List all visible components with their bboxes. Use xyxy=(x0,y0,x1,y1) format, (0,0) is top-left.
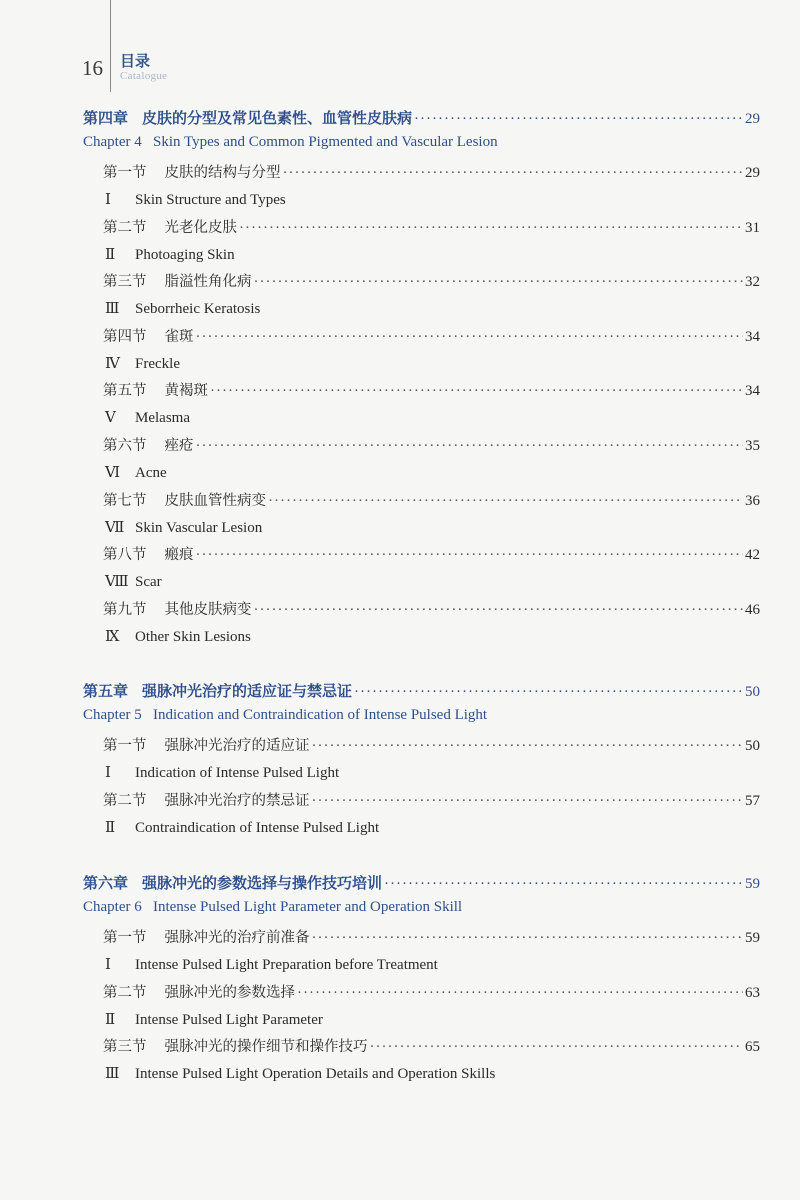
leader-dots xyxy=(370,1035,744,1059)
chapter-title xyxy=(83,871,382,895)
section-row xyxy=(83,789,760,813)
leader-dots xyxy=(283,161,744,185)
section-title-cn: 其他皮肤病变 xyxy=(164,601,252,618)
section-label: 第六节 xyxy=(103,438,147,454)
section-label: 第九节 xyxy=(103,601,147,618)
leader-dots xyxy=(354,680,743,704)
section-title-cn: 光老化皮肤 xyxy=(164,219,237,236)
header-divider xyxy=(110,0,111,92)
leader-dots xyxy=(414,107,743,131)
section-title-cn: 痤疮 xyxy=(164,438,194,454)
section-row xyxy=(83,981,760,1005)
chapter-label: 第四章 xyxy=(83,109,129,127)
section-number: Ⅸ xyxy=(105,628,120,645)
section-page: 57 xyxy=(745,792,760,809)
leader-dots xyxy=(210,379,743,403)
section-title-en-text: Indication of Intense Pulsed Light xyxy=(135,765,340,781)
section-title xyxy=(103,489,266,513)
section-title-en-text: Melasma xyxy=(135,410,190,427)
section-number: Ⅲ xyxy=(105,1066,120,1083)
section-title xyxy=(103,379,208,403)
section-page: 50 xyxy=(745,738,760,754)
section-title-en xyxy=(105,572,162,591)
section-row xyxy=(83,379,760,403)
section-title xyxy=(103,981,295,1005)
section-number: Ⅰ xyxy=(105,957,111,973)
section-title xyxy=(103,543,194,567)
section-title xyxy=(103,270,252,294)
section-title-cn: 瘢痕 xyxy=(164,547,194,564)
section-label: 第三节 xyxy=(103,1039,147,1056)
section-title-en xyxy=(105,245,235,264)
section-row xyxy=(83,216,760,240)
section-title-en-text: Acne xyxy=(135,465,167,481)
section-label: 第二节 xyxy=(103,792,147,809)
leader-dots xyxy=(297,981,743,1005)
chapter-page: 50 xyxy=(745,684,760,700)
section-page: 36 xyxy=(745,492,760,509)
leader-dots xyxy=(312,734,744,758)
chapter-title-cn: 强脉冲光的参数选择与操作技巧培训 xyxy=(142,874,383,892)
section-title-en xyxy=(105,354,180,373)
chapter-title-cn: 强脉冲光治疗的适应证与禁忌证 xyxy=(142,682,353,700)
leader-dots xyxy=(239,216,743,240)
chapter-page: 29 xyxy=(745,111,760,127)
section-title-en xyxy=(105,1064,495,1083)
leader-dots xyxy=(196,543,744,567)
section-page: 29 xyxy=(745,165,760,181)
leader-dots xyxy=(312,789,744,813)
section-page: 32 xyxy=(745,274,760,291)
leader-dots xyxy=(196,434,744,458)
section-title-cn: 强脉冲光的治疗前准备 xyxy=(164,930,310,946)
section-title-en xyxy=(105,818,379,837)
section-row xyxy=(83,926,760,950)
section-label: 第八节 xyxy=(103,547,147,564)
chapter-title xyxy=(83,106,412,130)
section-title-en-text: Intense Pulsed Light Preparation before Treatment xyxy=(135,957,438,973)
catalogue-title-en: Catalogue xyxy=(120,70,168,82)
section-title xyxy=(103,789,310,813)
section-page: 35 xyxy=(745,438,760,454)
leader-dots xyxy=(254,598,744,622)
section-title-en xyxy=(105,763,339,782)
section-label: 第一节 xyxy=(103,738,147,754)
section-number: Ⅱ xyxy=(105,246,116,263)
section-row xyxy=(83,1035,760,1059)
section-title-en-text: Freckle xyxy=(135,355,180,372)
section-label: 第七节 xyxy=(103,492,147,509)
chapter-row xyxy=(83,679,760,703)
section-label: 第二节 xyxy=(103,984,147,1001)
leader-dots xyxy=(312,926,744,950)
section-page: 46 xyxy=(745,601,760,618)
section-title xyxy=(103,216,237,240)
page-header xyxy=(0,0,800,100)
section-title-en xyxy=(105,955,438,974)
section-title-en-text: Other Skin Lesions xyxy=(135,628,251,645)
section-title-en-text: Intense Pulsed Light Parameter xyxy=(135,1011,323,1028)
section-number: Ⅰ xyxy=(105,765,111,781)
section-number: Ⅱ xyxy=(105,819,116,836)
section-title xyxy=(103,734,310,758)
section-page: 34 xyxy=(745,383,760,400)
section-title-cn: 强脉冲光的参数选择 xyxy=(164,984,295,1001)
chapter-title-en: Chapter 6 Intense Pulsed Light Parameter and Operation Skill xyxy=(83,899,463,915)
section-title xyxy=(103,161,281,185)
section-number: Ⅱ xyxy=(105,1011,116,1028)
section-row xyxy=(83,598,760,622)
section-title-en-text: Seborrheic Keratosis xyxy=(135,301,261,318)
section-number: Ⅳ xyxy=(105,355,120,372)
chapter-row xyxy=(83,871,760,895)
section-title xyxy=(103,1035,368,1059)
section-number: Ⅰ xyxy=(105,192,111,208)
section-row xyxy=(83,270,760,294)
section-page: 31 xyxy=(745,219,760,236)
section-label: 第二节 xyxy=(103,219,147,236)
section-label: 第一节 xyxy=(103,930,147,946)
section-title-en-text: Scar xyxy=(135,574,162,591)
leader-dots xyxy=(196,325,744,349)
section-title-cn: 强脉冲光治疗的适应证 xyxy=(164,738,310,754)
section-title-en-text: Photoaging Skin xyxy=(135,246,235,263)
section-row xyxy=(83,325,760,349)
leader-dots xyxy=(254,270,744,294)
section-number: Ⅲ xyxy=(105,301,120,318)
section-title-en xyxy=(105,190,286,209)
section-title-cn: 脂溢性角化病 xyxy=(164,274,252,291)
section-number: Ⅶ xyxy=(105,519,125,536)
page-number: 16 xyxy=(82,56,103,80)
chapter-title-en: Chapter 5 Indication and Contraindication of Intense Pulsed Light xyxy=(83,707,488,723)
section-title-cn: 皮肤的结构与分型 xyxy=(164,165,281,181)
chapter-title-cn: 皮肤的分型及常见色素性、血管性皮肤病 xyxy=(142,109,413,127)
section-number: Ⅵ xyxy=(105,465,121,481)
section-title-en xyxy=(105,408,190,427)
leader-dots xyxy=(268,489,743,513)
section-title-en xyxy=(105,627,251,646)
section-row xyxy=(83,543,760,567)
chapter-page: 59 xyxy=(745,876,760,892)
section-page: 34 xyxy=(745,328,760,345)
chapter-title-en: Chapter 4 Skin Types and Common Pigmented and Vascular Lesion xyxy=(83,134,498,150)
section-title-cn: 皮肤血管性病变 xyxy=(164,492,266,509)
section-number: Ⅷ xyxy=(105,574,129,591)
section-row xyxy=(83,489,760,513)
section-title-en xyxy=(105,518,262,537)
section-page: 42 xyxy=(745,547,760,564)
section-page: 59 xyxy=(745,930,760,946)
section-title xyxy=(103,434,194,458)
section-title-cn: 雀斑 xyxy=(164,328,194,345)
chapter-row xyxy=(83,106,760,130)
section-row xyxy=(83,734,760,758)
section-label: 第四节 xyxy=(103,328,147,345)
leader-dots xyxy=(384,872,743,896)
section-page: 65 xyxy=(745,1039,760,1056)
section-title-en xyxy=(105,463,167,482)
section-row xyxy=(83,161,760,185)
section-title-en-text: Skin Vascular Lesion xyxy=(135,519,263,536)
section-title-en-text: Skin Structure and Types xyxy=(135,192,286,208)
section-label: 第一节 xyxy=(103,165,147,181)
section-title-en-text: Contraindication of Intense Pulsed Light xyxy=(135,819,380,836)
section-page: 63 xyxy=(745,984,760,1001)
chapter-title xyxy=(83,679,352,703)
section-title-cn: 强脉冲光的操作细节和操作技巧 xyxy=(164,1039,368,1056)
section-title-cn: 黄褐斑 xyxy=(164,383,208,400)
section-title xyxy=(103,325,194,349)
chapter-label: 第六章 xyxy=(83,874,129,892)
section-title-en xyxy=(105,1010,323,1029)
section-label: 第三节 xyxy=(103,274,147,291)
section-title-en xyxy=(105,299,260,318)
catalogue-title-cn: 目录 xyxy=(120,52,151,70)
section-title xyxy=(103,598,252,622)
section-title-en-text: Intense Pulsed Light Operation Details and Operation Skills xyxy=(135,1066,496,1083)
section-number: Ⅴ xyxy=(105,410,116,427)
section-row xyxy=(83,434,760,458)
section-label: 第五节 xyxy=(103,383,147,400)
section-title xyxy=(103,926,310,950)
chapter-label: 第五章 xyxy=(83,682,129,700)
section-title-cn: 强脉冲光治疗的禁忌证 xyxy=(164,792,310,809)
